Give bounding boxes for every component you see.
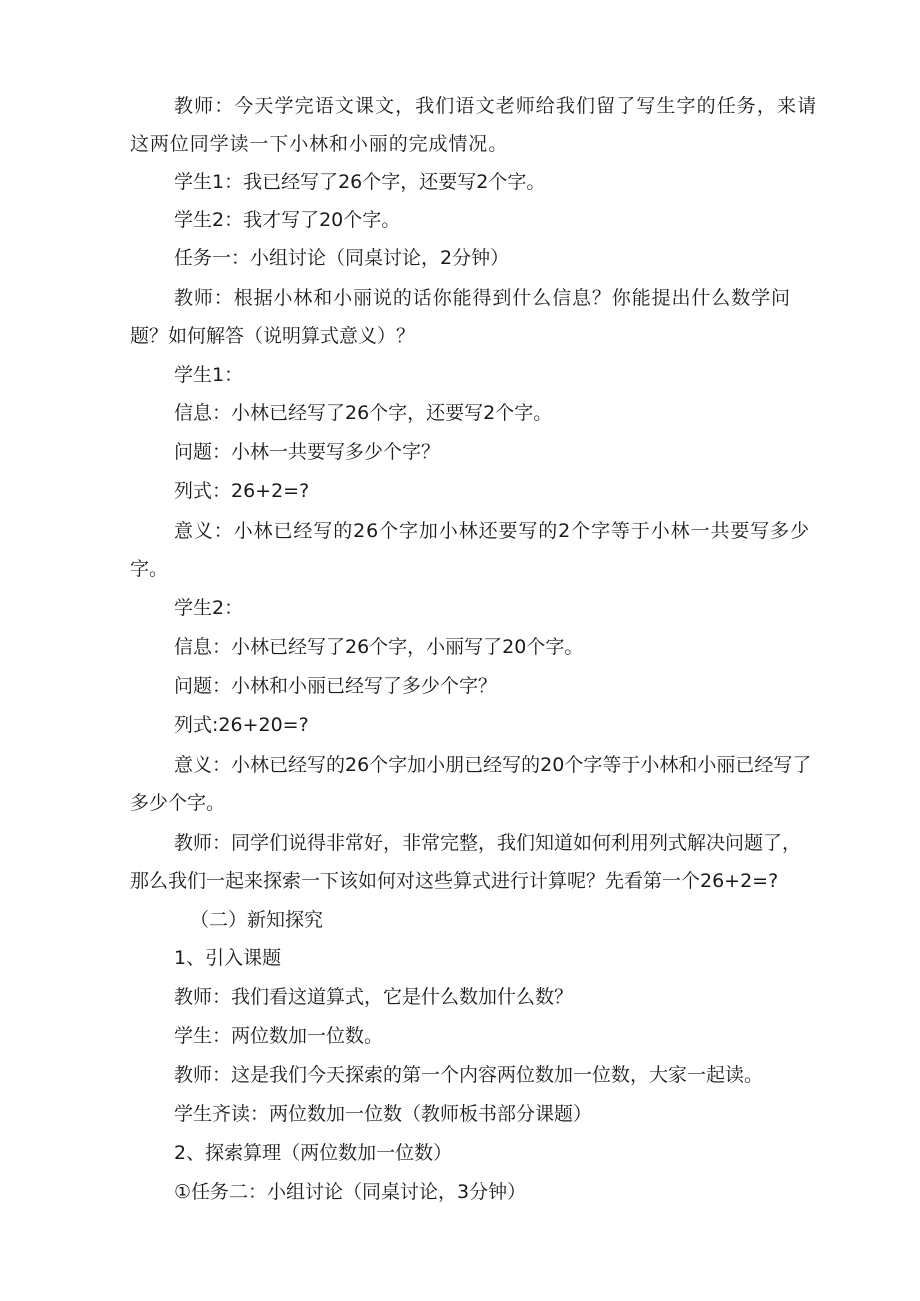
- paragraph-info-2: 信息：小林已经写了26个字，小丽写了20个字。: [174, 636, 584, 658]
- paragraph-formula-2: 列式:26+20=?: [174, 714, 309, 736]
- paragraph-teacher-praise-cont: 那么我们一起来探索一下该如何对这些算式进行计算呢？先看第一个26+2=?: [130, 870, 779, 892]
- paragraph-student1-label: 学生1：: [174, 364, 244, 386]
- paragraph-student1-reply: 学生1：我已经写了26个字，还要写2个字。: [174, 171, 546, 193]
- section-heading-new-knowledge: （二）新知探究: [190, 909, 324, 931]
- paragraph-student2-reply: 学生2：我才写了20个字。: [174, 209, 401, 231]
- paragraph-task-two: ①任务二：小组讨论（同桌讨论，3分钟）: [174, 1181, 527, 1203]
- subsection-heading-explore: 2、探索算理（两位数加一位数）: [174, 1142, 453, 1164]
- paragraph-meaning-2: 意义：小林已经写的26个字加小朋已经写的20个字等于小林和小丽已经写了: [174, 754, 812, 776]
- paragraph-student2-label: 学生2：: [174, 597, 244, 619]
- paragraph-question-1: 问题：小林一共要写多少个字？: [174, 441, 441, 463]
- paragraph-teacher-topic: 教师：这是我们今天探索的第一个内容两位数加一位数，大家一起读。: [174, 1064, 764, 1086]
- paragraph-meaning-1: 意义：小林已经写的26个字加小林还要写的2个字等于小林一共要写多少: [174, 520, 810, 542]
- paragraph-meaning-1-cont: 字。: [130, 558, 169, 580]
- paragraph-student-answer: 学生：两位数加一位数。: [174, 1025, 384, 1047]
- paragraph-teacher-praise: 教师：同学们说得非常好，非常完整，我们知道如何利用列式解决问题了，: [174, 832, 802, 854]
- paragraph-teacher-intro: 教师：今天学完语文课文，我们语文老师给我们留了写生字的任务，来请: [174, 95, 818, 117]
- paragraph-teacher-ask: 教师：我们看这道算式，它是什么数加什么数？: [174, 986, 574, 1008]
- paragraph-info-1: 信息：小林已经写了26个字，还要写2个字。: [174, 402, 553, 424]
- paragraph-students-read: 学生齐读：两位数加一位数（教师板书部分课题）: [174, 1103, 593, 1125]
- paragraph-teacher-question-cont: 题？如何解答（说明算式意义）？: [130, 325, 416, 347]
- paragraph-task-one: 任务一：小组讨论（同桌讨论，2分钟）: [174, 247, 510, 269]
- subsection-heading-intro: 1、引入课题: [174, 947, 282, 969]
- paragraph-meaning-2-cont: 多少个字。: [130, 792, 226, 814]
- paragraph-teacher-intro-cont: 这两位同学读一下小林和小丽的完成情况。: [130, 133, 509, 155]
- paragraph-question-2: 问题：小林和小丽已经写了多少个字？: [174, 675, 498, 697]
- paragraph-formula-1: 列式：26+2=?: [174, 480, 310, 502]
- paragraph-teacher-question: 教师：根据小林和小丽说的话你能得到什么信息？你能提出什么数学问: [174, 287, 791, 309]
